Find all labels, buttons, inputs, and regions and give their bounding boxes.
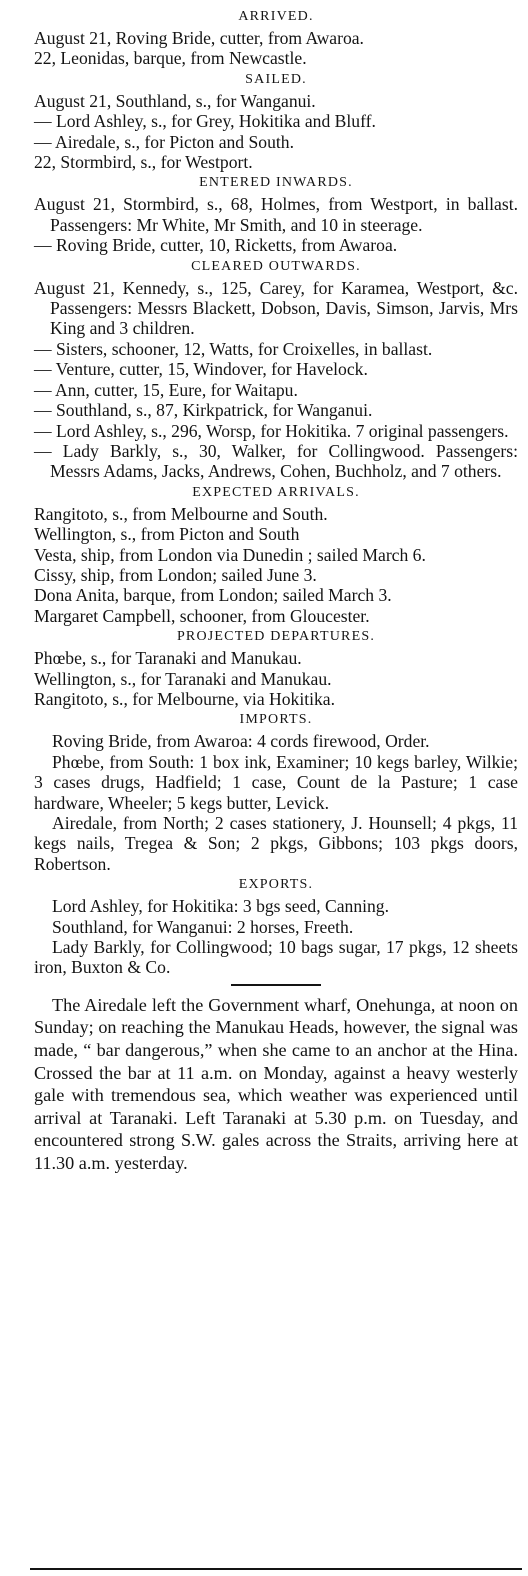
cleared-outwards-entry: — Venture, cutter, 15, Windover, for Havelock.: [34, 359, 368, 380]
shipping-news-paragraph: The Airedale left the Government wharf, Onehunga, at noon on Sunday; on reaching the Manukau Heads, however, the signal was made, “ bar dangerous,” when she came to an anchor at the Hina. Crossed the bar at 11 a.m. on Monday, against a heavy westerly gale with tremendous sea, which weather was experienced until arrival at Taranaki. Left Taranaki at 5.30 p.m. on Tuesday, and encountered strong S.W. gales across the Straits, arriving here at 11.30 a.m. yesterday.: [34, 994, 518, 1173]
sailed-entry: — Lord Ashley, s., for Grey, Hokitika and Bluff.: [34, 111, 376, 132]
imports-section: [34, 711, 518, 874]
exports-entry: Lord Ashley, for Hokitika: 3 bgs seed, Canning.: [52, 896, 390, 917]
arrived-section: [34, 8, 518, 69]
expected-arrivals-section: [34, 484, 518, 626]
cleared-outwards-entry: — Southland, s., 87, Kirkpatrick, for Wanganui.: [34, 400, 373, 421]
exports-entry: Southland, for Wanganui: 2 horses, Freeth.: [52, 916, 354, 937]
expected-arrivals-entry: Rangitoto, s., from Melbourne and South.: [34, 503, 328, 524]
sailed-heading: SAILED.: [245, 71, 307, 87]
exports-heading: EXPORTS.: [238, 877, 314, 893]
entered-inwards-section: [34, 174, 518, 255]
arrived-entry: August 21, Roving Bride, cutter, from Awaroa.: [34, 28, 364, 48]
exports-entry: Lady Barkly, for Collingwood; 10 bags sugar, 17 pkgs, 12 sheets iron, Buxton & Co.: [34, 937, 518, 978]
sailed-entry: August 21, Southland, s., for Wanganui.: [34, 90, 316, 111]
projected-departures-entry: Wellington, s., for Taranaki and Manukau.: [34, 668, 332, 689]
cleared-outwards-entry: — Lady Barkly, s., 30, Walker, for Collingwood. Passengers: Messrs Adams, Jacks, Andrews, Cohen, Buchholz, and 7 others.: [34, 440, 518, 482]
projected-departures-entry: Rangitoto, s., for Melbourne, via Hokitika.: [34, 688, 336, 709]
bottom-rule: [30, 1568, 522, 1570]
expected-arrivals-entry: Dona Anita, barque, from London; sailed March 3.: [34, 585, 392, 606]
entered-inwards-entry: — Roving Bride, cutter, 10, Ricketts, from Awaroa.: [34, 235, 398, 256]
arrived-entry: 22, Leonidas, barque, from Newcastle.: [34, 48, 307, 69]
section-divider: [231, 984, 321, 986]
exports-section: [34, 876, 518, 978]
imports-entry: Roving Bride, from Awaroa: 4 cords firewood, Order.: [52, 731, 430, 752]
cleared-outwards-heading: CLEARED OUTWARDS.: [191, 258, 361, 274]
expected-arrivals-entry: Vesta, ship, from London via Dunedin ; sailed March 6.: [34, 544, 426, 565]
sailed-entry: — Airedale, s., for Picton and South.: [34, 131, 294, 152]
expected-arrivals-entry: Cissy, ship, from London; sailed June 3.: [34, 564, 317, 585]
sailed-entry: 22, Stormbird, s., for Westport.: [34, 152, 253, 173]
cleared-outwards-entry: — Sisters, schooner, 12, Watts, for Croixelles, in ballast.: [34, 338, 433, 359]
expected-arrivals-entry: Margaret Campbell, schooner, from Gloucester.: [34, 605, 370, 626]
projected-departures-section: [34, 628, 518, 709]
cleared-outwards-entry: August 21, Kennedy, s., 125, Carey, for Karamea, Westport, &c. Passengers: Messrs Blackett, Dobson, Davis, Simson, Jarvis, Mrs King and 3 children.: [34, 277, 518, 339]
imports-entry: Airedale, from North; 2 cases stationery, J. Hounsell; 4 pkgs, 11 kegs nails, Tregea & Son; 2 pkgs, Gibbons; 103 pkgs doors, Robertson.: [34, 813, 518, 874]
entered-inwards-entry: August 21, Stormbird, s., 68, Holmes, from Westport, in ballast. Passengers: Mr White, Mr Smith, and 10 in steerage.: [34, 194, 518, 235]
projected-departures-heading: PROJECTED DEPARTURES.: [176, 629, 376, 645]
cleared-outwards-entry: — Ann, cutter, 15, Eure, for Waitapu.: [34, 379, 298, 400]
cleared-outwards-entry: — Lord Ashley, s., 296, Worsp, for Hokitika. 7 original passengers.: [34, 420, 509, 441]
expected-arrivals-heading: EXPECTED ARRIVALS.: [192, 484, 360, 500]
entered-inwards-heading: ENTERED INWARDS.: [199, 175, 353, 191]
imports-entry: Phœbe, from South: 1 box ink, Examiner; 10 kegs barley, Wilkie; 3 cases drugs, Hadfield; 1 case, Count de la Pasture; 1 case hardware, Wheeler; 5 kegs butter, Levick.: [34, 751, 518, 813]
arrived-heading: ARRIVED.: [238, 9, 314, 24]
imports-heading: IMPORTS.: [239, 712, 313, 728]
cleared-outwards-section: [34, 258, 518, 482]
projected-departures-entry: Phœbe, s., for Taranaki and Manukau.: [34, 648, 302, 669]
sailed-section: [34, 71, 518, 173]
expected-arrivals-entry: Wellington, s., from Picton and South: [34, 524, 300, 545]
